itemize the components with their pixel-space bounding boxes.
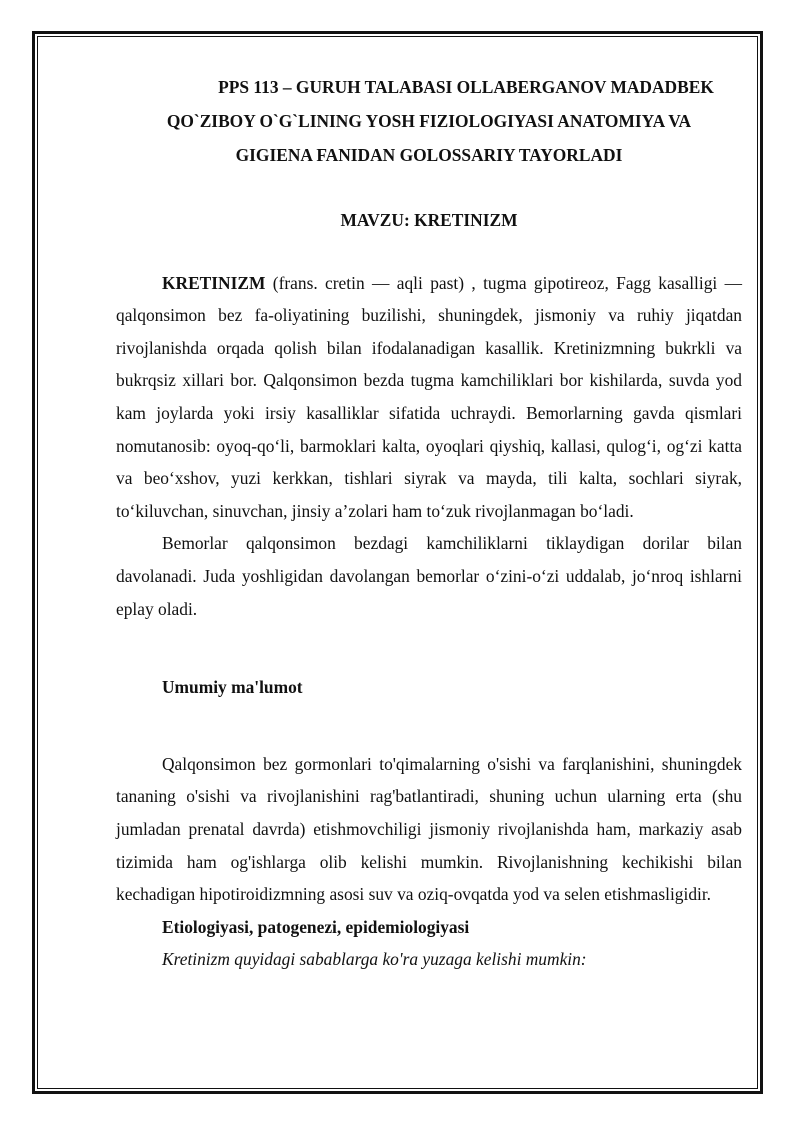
intro-text: (frans. cretin — aqli past) , tugma gipotireoz, Fagg kasalligi — qalqonsimon bez fa-oliyatining buzilishi, shuningdek, jismoniy va ruhiy jiqatdan rivojlanishda orqada qolish bilan ifodalanadigan kasallik. Kretinizmning bukrkli va bukrqsiz xillari bor. Qalqonsimon bezda tugma kamchiliklari bor kishilarda, suvda yod kam joylarda yoki irsiy kasalliklar sifatida uchraydi. Bemorlarning gavda qismlari nomutanosib: oyoq-qo‘li, barmoklari kalta, oyoqlari qiyshiq, kallasi, qulog‘i, og‘zi katta va beo‘xshov, yuzi kerkkan, tishlari siyrak va mayda, tili kalta, sochlari siyrak, to‘kiluvchan, sinuvchan, jinsiy a’zolari ham to‘zuk rivojlanmagan bo‘ladi. (116, 272, 742, 521)
section-heading-etiology: Etiologiyasi, patogenezi, epidemiologiyasi (162, 916, 470, 937)
title-line-2: QO`ZIBOY O`G`LINING YOSH FIZIOLOGIYASI ANATOMIYA VA (166, 111, 692, 131)
topic-heading: MAVZU: KRETINIZM (340, 210, 518, 230)
section-heading-general: Umumiy ma'lumot (162, 677, 303, 698)
intro-paragraph (116, 267, 742, 528)
etiology-intro: Kretinizm quyidagi sabablarga ko'ra yuzaga kelishi mumkin: (162, 949, 587, 970)
treatment-paragraph: Bemorlar qalqonsimon bezdagi kamchiliklarni tiklaydigan dorilar bilan davolanadi. Juda yoshligidan davolangan bemorlar o‘zini-o‘zi uddalab, jo‘nroq ishlarni eplay oladi. (116, 533, 742, 619)
title-line-3: GIGIENA FANIDAN GOLOSSARIY TAYORLADI (235, 145, 623, 165)
title-line-1: PPS 113 – GURUH TALABASI OLLABERGANOV MADADBEK (218, 77, 714, 97)
document-page (116, 70, 742, 976)
general-paragraph: Qalqonsimon bez gormonlari to'qimalarning o'sishi va farqlanishini, shuningdek tananing o'sishi va rivojlanishini rag'batlantiradi, shuning uchun ularning erta (shu jumladan prenatal davrda) etishmovchiligi jismoniy rivojlanishda ham, markaziy asab tizimida ham og'ishlarga olib kelishi mumkin. Rivojlanishning kechikishi bilan kechadigan hipotiroidizmning asosi suv va oziq-ovqatda yod va selen etishmasligidir. (116, 753, 742, 905)
intro-term: KRETINIZM (162, 272, 266, 293)
document-title (116, 70, 742, 172)
